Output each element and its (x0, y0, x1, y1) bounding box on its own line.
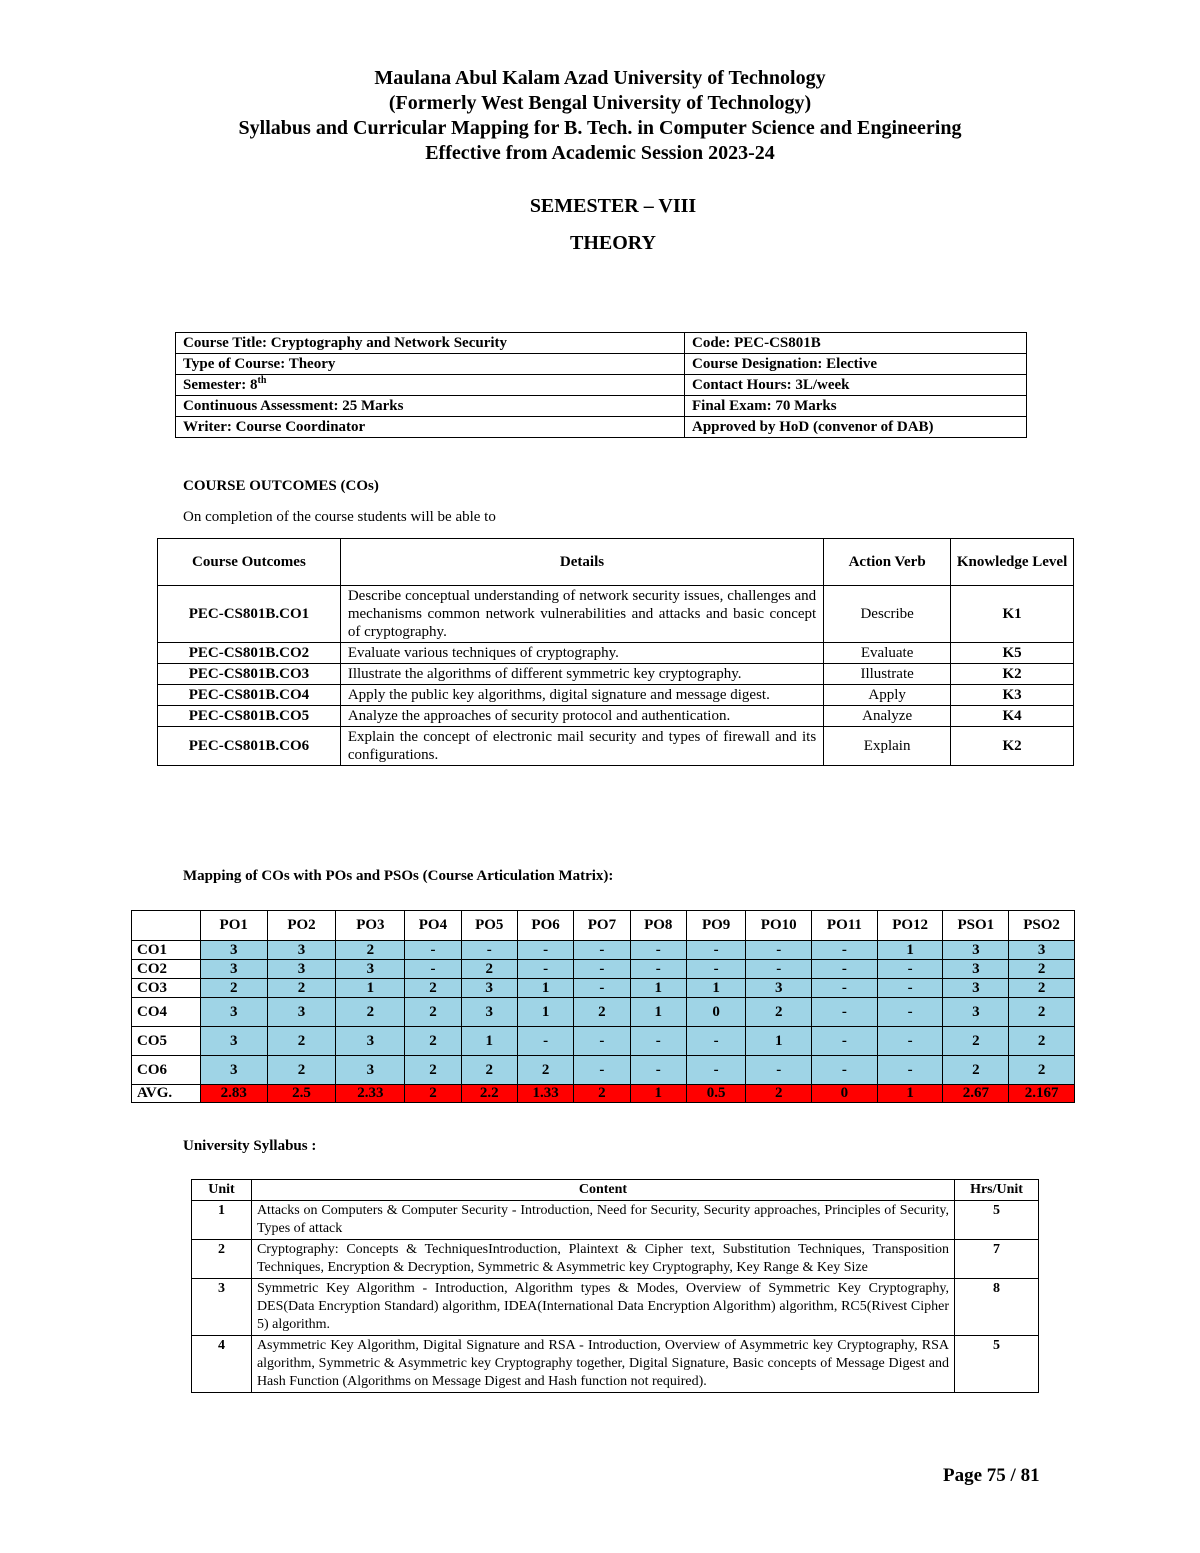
matrix-cell: 2 (1009, 960, 1075, 979)
matrix-cell: 1 (630, 1085, 686, 1103)
outcomes-header-row (158, 539, 1074, 586)
matrix-cell: 2 (1009, 979, 1075, 998)
matrix-cell: 3 (336, 960, 405, 979)
unit-hours: 5 (955, 1336, 1039, 1393)
unit-content: Asymmetric Key Algorithm, Digital Signature and RSA - Introduction, Overview of Asymmetric key Cryptography, RSA algorithm, Symmetric & Asymmetric key Cryptography together, Digital Signature, Basic concepts of Message Digest and Hash Function (Algorithms on Message Digest and Hash function not required). (251, 1336, 954, 1393)
unit-hours: 5 (955, 1201, 1039, 1240)
outcome-details: Apply the public key algorithms, digital signature and message digest. (340, 685, 823, 706)
column-header: Course Outcomes (158, 539, 341, 586)
matrix-row (132, 1056, 1075, 1085)
matrix-cell: 2.167 (1009, 1085, 1075, 1103)
syllabus-row (192, 1336, 1039, 1393)
matrix-cell: 3 (267, 960, 336, 979)
matrix-cell: - (461, 941, 517, 960)
articulation-matrix (131, 910, 1075, 1103)
matrix-cell: 2 (746, 1085, 812, 1103)
matrix-cell: - (812, 998, 878, 1027)
matrix-cell: 2.67 (943, 1085, 1009, 1103)
matrix-cell: - (686, 1027, 745, 1056)
matrix-cell: - (630, 1056, 686, 1085)
matrix-column-header: PO2 (267, 911, 336, 941)
matrix-cell: 3 (336, 1056, 405, 1085)
unit-hours: 8 (955, 1279, 1039, 1336)
matrix-cell: 2 (267, 1056, 336, 1085)
syllabus-row (192, 1240, 1039, 1279)
matrix-cell: - (812, 941, 878, 960)
course-outcomes-table (157, 538, 1074, 766)
matrix-cell: 0 (686, 998, 745, 1027)
matrix-cell: 3 (267, 998, 336, 1027)
matrix-cell: - (746, 941, 812, 960)
outcome-details: Explain the concept of electronic mail security and types of firewall and its configurations. (340, 727, 823, 766)
outcome-details: Describe conceptual understanding of network security issues, challenges and mechanisms common network vulnerabilities and attacks and basic concept of cryptography. (340, 586, 823, 643)
matrix-column-header: PO11 (812, 911, 878, 941)
mapping-title: Mapping of COs with POs and PSOs (Course Articulation Matrix): (183, 868, 614, 884)
outcome-row (158, 664, 1074, 685)
matrix-cell: 2 (267, 979, 336, 998)
outcome-row (158, 685, 1074, 706)
matrix-cell: - (812, 1056, 878, 1085)
matrix-cell: 3 (200, 1027, 267, 1056)
unit-number: 4 (192, 1336, 252, 1393)
matrix-cell: - (574, 941, 630, 960)
outcome-code: PEC-CS801B.CO4 (158, 685, 341, 706)
matrix-cell: - (686, 1056, 745, 1085)
outcome-code: PEC-CS801B.CO5 (158, 706, 341, 727)
outcomes-intro: On completion of the course students will be able to (183, 509, 496, 525)
matrix-column-header: PO6 (517, 911, 573, 941)
matrix-column-header: PO8 (630, 911, 686, 941)
action-verb: Apply (824, 685, 951, 706)
knowledge-level: K5 (951, 643, 1074, 664)
knowledge-level: K1 (951, 586, 1074, 643)
column-header: Knowledge Level (951, 539, 1074, 586)
matrix-column-header: PO5 (461, 911, 517, 941)
matrix-cell: - (877, 1056, 943, 1085)
syllabus-row (192, 1201, 1039, 1240)
outcomes-heading: COURSE OUTCOMES (COs) (183, 478, 379, 494)
course-code: Code: PEC-CS801B (685, 333, 1027, 354)
matrix-cell: 2 (405, 1027, 461, 1056)
matrix-cell: 2 (574, 1085, 630, 1103)
matrix-cell: 2 (746, 998, 812, 1027)
matrix-cell: - (812, 979, 878, 998)
matrix-cell: - (686, 960, 745, 979)
matrix-header-row (132, 911, 1075, 941)
semester-label: Semester: 8 (183, 377, 258, 393)
course-info-table (175, 332, 1027, 438)
final-exam: Final Exam: 70 Marks (685, 396, 1027, 417)
course-title: Course Title: Cryptography and Network Security (176, 333, 685, 354)
matrix-cell: 2 (1009, 1056, 1075, 1085)
matrix-cell: 1 (336, 979, 405, 998)
matrix-cell: - (746, 960, 812, 979)
matrix-cell: 2.33 (336, 1085, 405, 1103)
outcome-details: Analyze the approaches of security protocol and authentication. (340, 706, 823, 727)
knowledge-level: K4 (951, 706, 1074, 727)
matrix-cell: 2 (267, 1027, 336, 1056)
matrix-cell: 2 (1009, 998, 1075, 1027)
matrix-cell: 3 (746, 979, 812, 998)
course-info-row (176, 375, 1027, 396)
matrix-cell: 1.33 (517, 1085, 573, 1103)
syllabus-row (192, 1279, 1039, 1336)
outcome-details: Evaluate various techniques of cryptography. (340, 643, 823, 664)
matrix-cell: 1 (746, 1027, 812, 1056)
matrix-cell: 1 (517, 998, 573, 1027)
matrix-cell: 1 (630, 998, 686, 1027)
matrix-avg-row (132, 1085, 1075, 1103)
matrix-cell: 3 (943, 979, 1009, 998)
matrix-cell: 3 (1009, 941, 1075, 960)
matrix-cell: 0.5 (686, 1085, 745, 1103)
unit-number: 1 (192, 1201, 252, 1240)
matrix-cell: - (812, 960, 878, 979)
knowledge-level: K3 (951, 685, 1074, 706)
matrix-cell: 3 (943, 960, 1009, 979)
knowledge-level: K2 (951, 664, 1074, 685)
section-heading: THEORY (570, 232, 656, 254)
outcome-row (158, 643, 1074, 664)
matrix-cell: 2 (336, 998, 405, 1027)
unit-content: Cryptography: Concepts & TechniquesIntroduction, Plaintext & Cipher text, Substitution Techniques, Transposition Techniques, Encryption & Decryption, Symmetric & Asymmetric key Cryptography, Key Range & Key Size (251, 1240, 954, 1279)
course-info-row (176, 396, 1027, 417)
matrix-cell: - (630, 1027, 686, 1056)
column-header: Unit (192, 1180, 252, 1201)
action-verb: Evaluate (824, 643, 951, 664)
matrix-cell: 2 (405, 1056, 461, 1085)
contact-hours: Contact Hours: 3L/week (685, 375, 1027, 396)
matrix-cell: 1 (461, 1027, 517, 1056)
unit-content: Attacks on Computers & Computer Security - Introduction, Need for Security, Security approaches, Principles of Security, Types of attack (251, 1201, 954, 1240)
matrix-row-label: AVG. (132, 1085, 201, 1103)
syllabus-title: Syllabus and Curricular Mapping for B. Tech. in Computer Science and Engineering (238, 117, 962, 139)
matrix-row-label: CO5 (132, 1027, 201, 1056)
matrix-cell: - (574, 1056, 630, 1085)
matrix-cell: 3 (943, 998, 1009, 1027)
document-header (0, 66, 1200, 166)
matrix-cell: - (574, 960, 630, 979)
matrix-cell: 3 (336, 1027, 405, 1056)
continuous-assessment: Continuous Assessment: 25 Marks (176, 396, 685, 417)
matrix-cell: - (405, 960, 461, 979)
matrix-column-header: PO9 (686, 911, 745, 941)
matrix-cell: 3 (943, 941, 1009, 960)
matrix-cell: 3 (200, 960, 267, 979)
matrix-cell: 2 (461, 960, 517, 979)
matrix-row-label: CO2 (132, 960, 201, 979)
matrix-cell: 1 (630, 979, 686, 998)
semester-heading: SEMESTER – VIII (529, 195, 697, 217)
matrix-cell: 1 (877, 1085, 943, 1103)
matrix-column-header: PSO1 (943, 911, 1009, 941)
matrix-cell: - (877, 998, 943, 1027)
matrix-cell: 2.83 (200, 1085, 267, 1103)
matrix-column-header: PO3 (336, 911, 405, 941)
matrix-row (132, 998, 1075, 1027)
matrix-cell: 2 (336, 941, 405, 960)
matrix-cell: 2.2 (461, 1085, 517, 1103)
outcome-row (158, 586, 1074, 643)
matrix-column-header: PO4 (405, 911, 461, 941)
outcome-code: PEC-CS801B.CO2 (158, 643, 341, 664)
matrix-column-header: PO12 (877, 911, 943, 941)
matrix-row-label: CO3 (132, 979, 201, 998)
matrix-cell: - (877, 979, 943, 998)
matrix-cell: 0 (812, 1085, 878, 1103)
outcome-row (158, 727, 1074, 766)
action-verb: Describe (824, 586, 951, 643)
outcome-details: Illustrate the algorithms of different symmetric key cryptography. (340, 664, 823, 685)
matrix-row (132, 960, 1075, 979)
matrix-cell: - (746, 1056, 812, 1085)
matrix-corner (132, 911, 201, 941)
matrix-cell: - (405, 941, 461, 960)
matrix-cell: 2 (405, 979, 461, 998)
matrix-row (132, 941, 1075, 960)
unit-number: 3 (192, 1279, 252, 1336)
unit-number: 2 (192, 1240, 252, 1279)
matrix-cell: 1 (686, 979, 745, 998)
matrix-cell: - (630, 960, 686, 979)
matrix-cell: - (574, 979, 630, 998)
course-info-row (176, 417, 1027, 438)
matrix-cell: 3 (461, 979, 517, 998)
session-line: Effective from Academic Session 2023-24 (425, 142, 775, 164)
unit-hours: 7 (955, 1240, 1039, 1279)
matrix-column-header: PSO2 (1009, 911, 1075, 941)
matrix-cell: 2 (405, 1085, 461, 1103)
matrix-row-label: CO1 (132, 941, 201, 960)
matrix-row (132, 979, 1075, 998)
matrix-cell: - (517, 941, 573, 960)
page-number: Page 75 / 81 (943, 1465, 1040, 1486)
matrix-cell: 2 (943, 1056, 1009, 1085)
knowledge-level: K2 (951, 727, 1074, 766)
matrix-cell: 2 (405, 998, 461, 1027)
outcome-code: PEC-CS801B.CO1 (158, 586, 341, 643)
matrix-cell: 2 (943, 1027, 1009, 1056)
column-header: Hrs/Unit (955, 1180, 1039, 1201)
unit-content: Symmetric Key Algorithm - Introduction, Algorithm types & Modes, Overview of Symmetric Key Cryptography, DES(Data Encryption Standard) algorithm, IDEA(International Data Encryption Algorithm) algorithm, RC5(Rivest Cipher 5) algorithm. (251, 1279, 954, 1336)
course-designation: Course Designation: Elective (685, 354, 1027, 375)
university-name: Maulana Abul Kalam Azad University of Technology (374, 67, 826, 89)
matrix-cell: 2 (461, 1056, 517, 1085)
course-semester (176, 375, 685, 396)
outcome-code: PEC-CS801B.CO6 (158, 727, 341, 766)
outcome-row (158, 706, 1074, 727)
column-header: Details (340, 539, 823, 586)
matrix-cell: 1 (517, 979, 573, 998)
syllabus-header-row (192, 1180, 1039, 1201)
matrix-cell: 2 (200, 979, 267, 998)
course-type: Type of Course: Theory (176, 354, 685, 375)
matrix-cell: 2 (574, 998, 630, 1027)
matrix-cell: - (877, 960, 943, 979)
matrix-cell: - (517, 1027, 573, 1056)
action-verb: Explain (824, 727, 951, 766)
matrix-row-label: CO6 (132, 1056, 201, 1085)
matrix-cell: - (686, 941, 745, 960)
matrix-cell: 2 (517, 1056, 573, 1085)
matrix-row (132, 1027, 1075, 1056)
syllabus-heading: University Syllabus : (183, 1138, 317, 1154)
matrix-cell: - (812, 1027, 878, 1056)
matrix-cell: - (877, 1027, 943, 1056)
matrix-cell: - (517, 960, 573, 979)
course-info-row (176, 333, 1027, 354)
matrix-cell: 2.5 (267, 1085, 336, 1103)
matrix-cell: 3 (200, 941, 267, 960)
column-header: Action Verb (824, 539, 951, 586)
approved-by: Approved by HoD (convenor of DAB) (685, 417, 1027, 438)
action-verb: Illustrate (824, 664, 951, 685)
matrix-cell: - (574, 1027, 630, 1056)
matrix-cell: 2 (1009, 1027, 1075, 1056)
action-verb: Analyze (824, 706, 951, 727)
writer: Writer: Course Coordinator (176, 417, 685, 438)
matrix-cell: 3 (200, 1056, 267, 1085)
outcome-code: PEC-CS801B.CO3 (158, 664, 341, 685)
matrix-row-label: CO4 (132, 998, 201, 1027)
matrix-column-header: PO1 (200, 911, 267, 941)
matrix-column-header: PO10 (746, 911, 812, 941)
matrix-cell: - (630, 941, 686, 960)
matrix-cell: 3 (461, 998, 517, 1027)
column-header: Content (251, 1180, 954, 1201)
semester-suffix: th (257, 375, 267, 386)
matrix-cell: 1 (877, 941, 943, 960)
matrix-cell: 3 (267, 941, 336, 960)
former-name: (Formerly West Bengal University of Technology) (388, 92, 812, 114)
matrix-column-header: PO7 (574, 911, 630, 941)
matrix-cell: 3 (200, 998, 267, 1027)
syllabus-table (191, 1179, 1039, 1393)
course-info-row (176, 354, 1027, 375)
